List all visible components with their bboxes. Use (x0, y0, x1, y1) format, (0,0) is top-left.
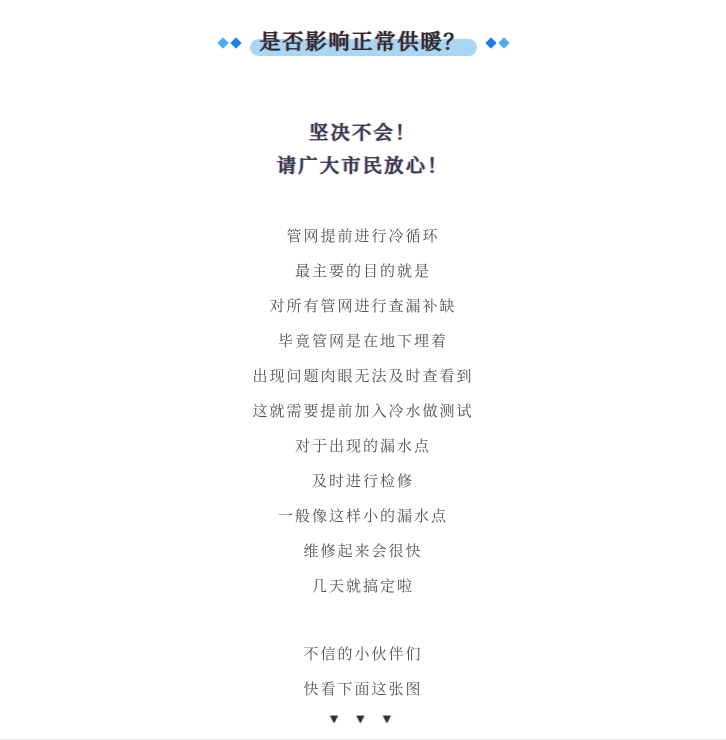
diamond-icon (498, 37, 509, 48)
section-header (0, 26, 726, 56)
body-line: 几天就搞定啦 (311, 578, 414, 595)
body-line: 对所有管网进行查漏补缺 (269, 298, 457, 315)
left-diamond-pair (219, 39, 240, 47)
body-line: 不信的小伙伴们 (303, 646, 423, 663)
intro-block (0, 124, 726, 190)
section-title: 是否影响正常供暖？ (259, 31, 467, 54)
down-triangle-icons: ▼ ▼ ▼ (327, 711, 399, 726)
body-line: 出现问题肉眼无法及时查看到 (252, 368, 474, 385)
diamond-icon (485, 37, 496, 48)
body-line: 这就需要提前加入冷水做测试 (252, 403, 474, 420)
body-line: 管网提前进行冷循环 (286, 228, 440, 245)
body-line: 维修起来会很快 (303, 543, 423, 560)
right-diamond-pair (487, 39, 508, 47)
body-line: 毕竟管网是在地下埋着 (277, 333, 448, 350)
body-line: 一般像这样小的漏水点 (277, 508, 448, 525)
diamond-icon (230, 37, 241, 48)
body-line: 对于出现的漏水点 (294, 438, 431, 455)
body-stanza-1 (0, 229, 726, 614)
body-line: 最主要的目的就是 (294, 263, 431, 280)
diamond-icon (217, 37, 228, 48)
body-stanza-2 (0, 647, 726, 717)
body-line: 快看下面这张图 (303, 681, 423, 698)
intro-line: 坚决不会！ (309, 123, 417, 144)
body-line: 及时进行检修 (311, 473, 414, 490)
section-title-wrap (254, 26, 473, 56)
intro-line: 请广大市民放心！ (276, 156, 449, 177)
